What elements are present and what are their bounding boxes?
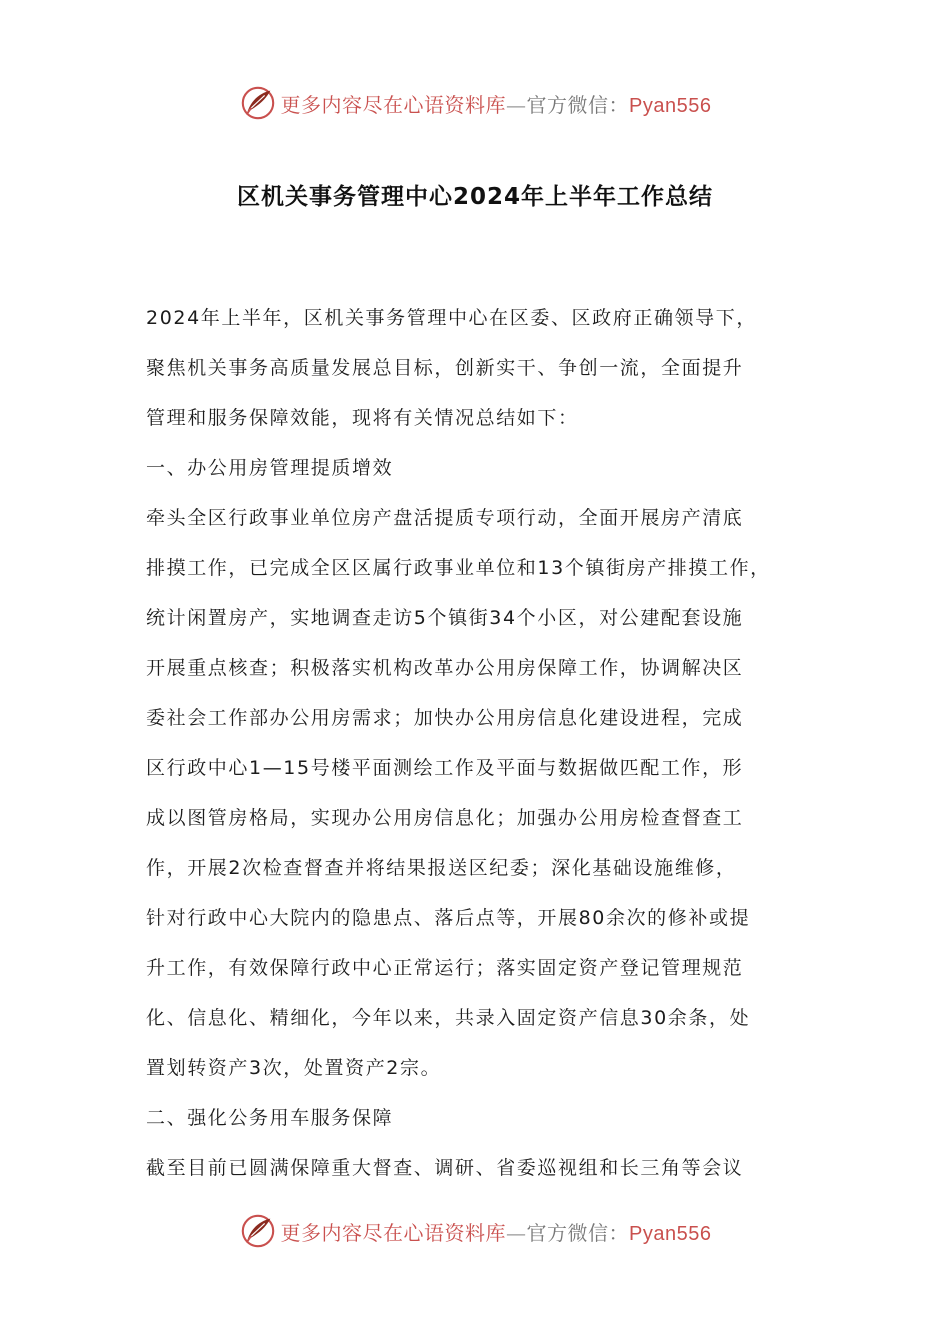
section1-line-5: 委社会工作部办公用房需求；加快办公用房信息化建设进程，完成	[146, 707, 744, 729]
section1-line-6: 区行政中心1—15号楼平面测绘工作及平面与数据做匹配工作，形	[146, 757, 744, 779]
banner-main-text: 更多内容尽在心语资料库	[280, 1220, 507, 1245]
section1-line-2: 排摸工作，已完成全区区属行政事业单位和13个镇街房产排摸工作，	[146, 557, 771, 579]
logo-icon	[239, 84, 277, 122]
banner-wechat-label: 官方微信：	[526, 1220, 630, 1245]
section1-line-3: 统计闲置房产，实地调查走访5个镇街34个小区，对公建配套设施	[146, 607, 744, 629]
section1-line-9: 针对行政中心大院内的隐患点、落后点等，开展80余次的修补或提	[146, 907, 751, 929]
banner-wechat-id: Pyan556	[629, 1222, 712, 1245]
intro-line-3: 管理和服务保障效能，现将有关情况总结如下：	[146, 407, 579, 429]
banner-wechat-label: 官方微信：	[526, 92, 630, 117]
document-body	[146, 293, 816, 1193]
intro-line-1: 2024年上半年，区机关事务管理中心在区委、区政府正确领导下，	[146, 307, 757, 329]
section-heading-2: 二、强化公务用车服务保障	[146, 1107, 394, 1129]
section1-line-7: 成以图管房格局，实现办公用房信息化；加强办公用房检查督查工	[146, 807, 744, 829]
footer-banner	[0, 1211, 950, 1251]
intro-line-2: 聚焦机关事务高质量发展总目标，创新实干、争创一流，全面提升	[146, 357, 744, 379]
section1-line-8: 作，开展2次检查督查并将结果报送区纪委；深化基础设施维修，	[146, 857, 737, 879]
logo-icon	[239, 1212, 277, 1250]
section1-line-10: 升工作，有效保障行政中心正常运行；落实固定资产登记管理规范	[146, 957, 744, 979]
section1-line-12: 置划转资产3次，处置资产2宗。	[146, 1057, 442, 1079]
section1-line-1: 牵头全区行政事业单位房产盘活提质专项行动，全面开展房产清底	[146, 507, 744, 529]
document-title: 区机关事务管理中心2024年上半年工作总结	[236, 184, 713, 210]
banner-wechat-id: Pyan556	[629, 94, 712, 117]
section1-line-4: 开展重点核查；积极落实机构改革办公用房保障工作，协调解决区	[146, 657, 744, 679]
banner-main-text: 更多内容尽在心语资料库	[280, 92, 507, 117]
header-banner	[0, 83, 950, 123]
banner-text	[281, 89, 712, 118]
section2-line-1: 截至目前已圆满保障重大督查、调研、省委巡视组和长三角等会议	[146, 1157, 744, 1179]
section-heading-1: 一、办公用房管理提质增效	[146, 457, 394, 479]
section1-line-11: 化、信息化、精细化，今年以来，共录入固定资产信息30余条，处	[146, 1007, 751, 1029]
banner-separator: —	[506, 92, 527, 117]
banner-text	[281, 1217, 712, 1246]
banner-separator: —	[506, 1220, 527, 1245]
